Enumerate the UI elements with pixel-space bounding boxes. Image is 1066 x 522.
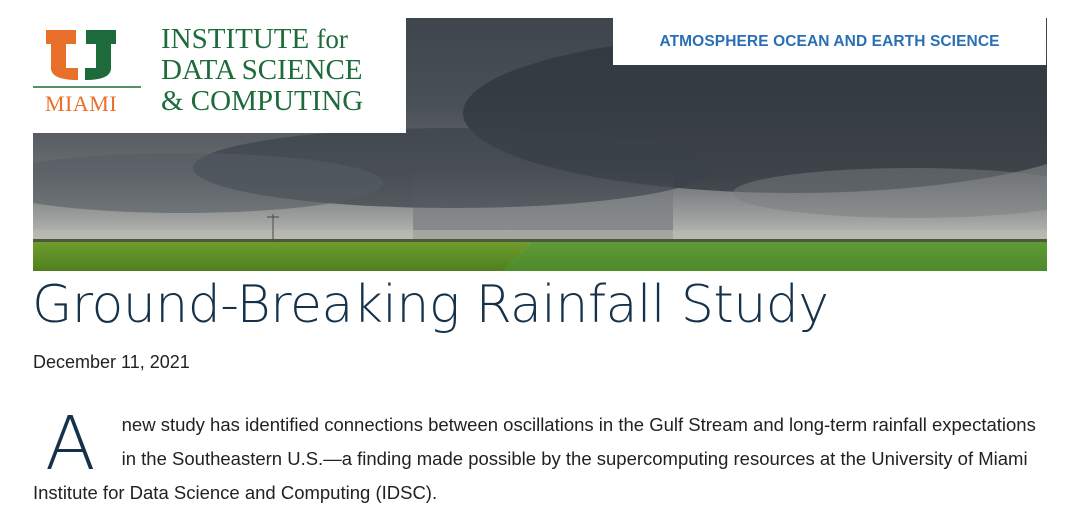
institute-name [161,24,363,117]
institute-line1: INSTITUTE [161,23,310,55]
drop-cap: A [45,401,96,487]
article-date: December 11, 2021 [33,352,190,372]
page-title: Ground-Breaking Rainfall Study [32,275,829,335]
category-tag [613,18,1046,65]
institute-for: for [316,24,348,54]
institute-line2: DATA SCIENCE [161,54,363,86]
site-logo[interactable] [33,18,406,133]
institute-line3: & COMPUTING [161,85,364,117]
article-text: new study has identified connections between oscillations in the Gulf Stream and long-term rainfall expectations in the Southeastern U.S.—a finding made possible by the supercomputing resources at the University of Miami Institute for Data Science and Computing (IDSC). [33,414,1036,503]
category-link[interactable]: ATMOSPHERE OCEAN AND EARTH SCIENCE [659,32,1000,50]
logo-miami-text: MIAMI [45,91,118,116]
article-body [33,401,1048,510]
